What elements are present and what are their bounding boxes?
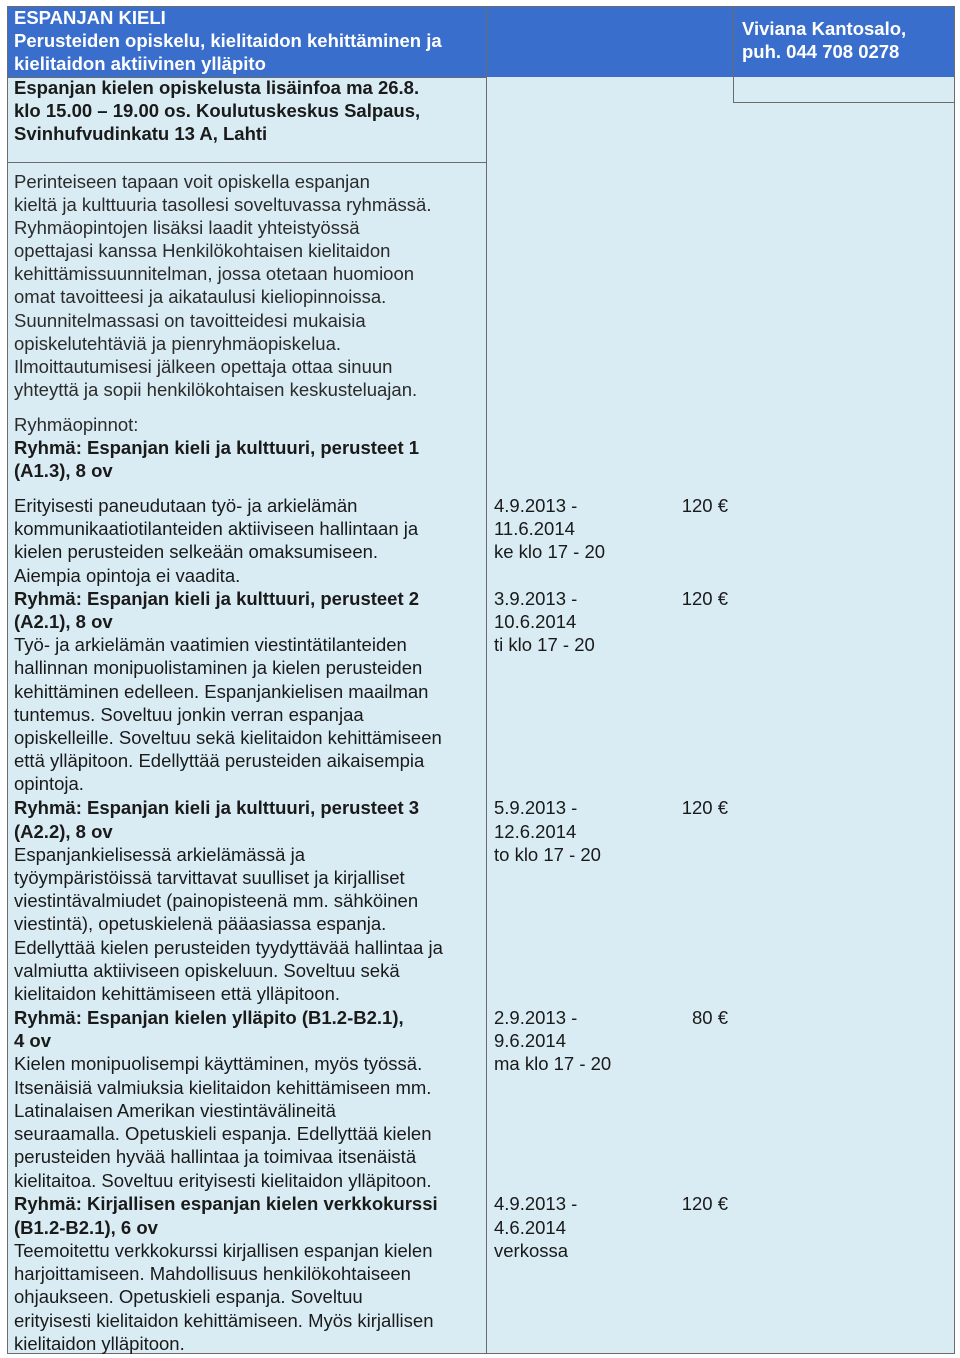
- group-label: Ryhmäopinnot:: [14, 414, 139, 435]
- header-subtitle: Perusteiden opiskelu, kielitaidon kehittäminen ja: [14, 30, 442, 51]
- course-dates: 11.6.2014: [494, 518, 575, 539]
- course-description: työympäristöissä tarvittavat suulliset ja kirjalliset: [14, 867, 405, 888]
- course-description: Erityisesti paneudutaan työ- ja arkielämän: [14, 495, 358, 516]
- course-price: 120 €: [681, 588, 728, 609]
- course-description: Edellyttää kielen perusteiden tyydyttävää hallintaa ja: [14, 937, 443, 958]
- course-description: Itsenäisiä valmiuksia kielitaidon kehittämiseen mm.: [14, 1077, 432, 1098]
- course-description: tuntemus. Soveltuu jonkin verran espanjaa: [14, 704, 364, 725]
- course-title: Ryhmä: Espanjan kieli ja kulttuuri, perusteet 3: [14, 797, 420, 818]
- course-schedule: ti klo 17 - 20: [494, 634, 595, 655]
- course-dates: 4.9.2013 -: [494, 1193, 578, 1214]
- course-title: Ryhmä: Espanjan kielen ylläpito (B1.2-B2.1),: [14, 1007, 404, 1028]
- intro-line: Ryhmäopintojen lisäksi laadit yhteistyössä: [14, 217, 360, 238]
- header-subtitle: kielitaidon aktiivinen ylläpito: [14, 53, 266, 74]
- course-description: opintoja.: [14, 773, 84, 794]
- course-description: kielitaitoa. Soveltuu erityisesti kielitaidon ylläpitoon.: [14, 1170, 432, 1191]
- course-title: (B1.2-B2.1), 6 ov: [14, 1217, 158, 1238]
- course-dates: 3.9.2013 -: [494, 588, 578, 609]
- course-description: viestintä), opetuskielenä pääasiassa espanja.: [14, 913, 387, 934]
- course-title: Ryhmä: Espanjan kieli ja kulttuuri, perusteet 2: [14, 588, 420, 609]
- course-dates: 12.6.2014: [494, 821, 577, 842]
- course-description: erityisesti kielitaidon kehittämiseen. Myös kirjallisen: [14, 1310, 434, 1331]
- row-divider: [8, 162, 486, 163]
- course-price: 80 €: [691, 1007, 728, 1028]
- course-description: Espanjankielisessä arkielämässä ja: [14, 844, 306, 865]
- course-description: valmiutta aktiiviseen opiskeluun. Soveltuu sekä: [14, 960, 400, 981]
- intro-line: kehittämissuunnitelman, jossa otetaan huomioon: [14, 263, 415, 284]
- intro-line: kieltä ja kulttuuria tasollesi soveltuvassa ryhmässä.: [14, 194, 432, 215]
- course-title: (A1.3), 8 ov: [14, 460, 113, 481]
- intro-line: yhteyttä ja sopii henkilökohtaisen keskusteluajan.: [14, 379, 418, 400]
- course-description: kommunikaatiotilanteiden aktiiviseen hallintaan ja: [14, 518, 419, 539]
- course-schedule: to klo 17 - 20: [494, 844, 601, 865]
- course-description: viestintävalmiudet (painopisteenä mm. sähköinen: [14, 890, 419, 911]
- info-line: Svinhufvudinkatu 13 A, Lahti: [14, 123, 268, 144]
- course-description: ohjaukseen. Opetuskieli espanja. Soveltuu: [14, 1286, 363, 1307]
- course-description: Työ- ja arkielämän vaatimien viestintätilanteiden: [14, 634, 407, 655]
- course-dates: 9.6.2014: [494, 1030, 567, 1051]
- course-description: opiskelleille. Soveltuu sekä kielitaidon kehittämiseen: [14, 727, 442, 748]
- intro-line: Perinteiseen tapaan voit opiskella espanjan: [14, 171, 370, 192]
- course-description: kielitaidon kehittämiseen että ylläpitoon.: [14, 983, 340, 1004]
- contact-name: Viviana Kantosalo,: [742, 18, 907, 39]
- intro-line: omat tavoitteesi ja aikataulusi kieliopinnoissa.: [14, 286, 387, 307]
- course-description: harjoittamiseen. Mahdollisuus henkilökohtaiseen: [14, 1263, 411, 1284]
- header-title: ESPANJAN KIELI: [14, 7, 166, 28]
- course-price: 120 €: [681, 495, 728, 516]
- course-price: 120 €: [681, 1193, 728, 1214]
- course-schedule: ke klo 17 - 20: [494, 541, 606, 562]
- info-line: Espanjan kielen opiskelusta lisäinfoa ma 26.8.: [14, 77, 420, 98]
- course-description: että ylläpitoon. Edellyttää perusteiden aikaisempia: [14, 750, 425, 771]
- course-dates: 4.9.2013 -: [494, 495, 578, 516]
- course-description: Kielen monipuolisempi käyttäminen, myös työssä.: [14, 1053, 423, 1074]
- header-band-middle: [487, 7, 733, 77]
- intro-line: Ilmoittautumisesi jälkeen opettaja ottaa sinuun: [14, 356, 393, 377]
- intro-line: opettajasi kanssa Henkilökohtaisen kielitaidon: [14, 240, 391, 261]
- course-description: seuraamalla. Opetuskieli espanja. Edellyttää kielen: [14, 1123, 432, 1144]
- course-schedule: verkossa: [494, 1240, 569, 1261]
- course-dates: 4.6.2014: [494, 1217, 567, 1238]
- course-price: 120 €: [681, 797, 728, 818]
- course-description: kehittäminen edelleen. Espanjankielisen maailman: [14, 681, 429, 702]
- contact-phone: puh. 044 708 0278: [742, 41, 900, 62]
- course-title: 4 ov: [14, 1030, 52, 1051]
- course-schedule: ma klo 17 - 20: [494, 1053, 612, 1074]
- course-description: perusteiden hyvää hallintaa ja toimivaa itsenäistä: [14, 1146, 417, 1167]
- course-description: hallinnan monipuolistaminen ja kielen perusteiden: [14, 657, 423, 678]
- intro-line: opiskelutehtäviä ja pienryhmäopiskelua.: [14, 333, 342, 354]
- course-description: Teemoitettu verkkokurssi kirjallisen espanjan kielen: [14, 1240, 433, 1261]
- column-divider: [733, 7, 734, 102]
- course-title: (A2.1), 8 ov: [14, 611, 113, 632]
- course-description: kielitaidon ylläpitoon.: [14, 1333, 185, 1354]
- course-description: Latinalaisen Amerikan viestintävälineitä: [14, 1100, 336, 1121]
- course-title: Ryhmä: Kirjallisen espanjan kielen verkkokurssi: [14, 1193, 438, 1214]
- course-title: (A2.2), 8 ov: [14, 821, 113, 842]
- course-dates: 5.9.2013 -: [494, 797, 578, 818]
- course-description: Aiempia opintoja ei vaadita.: [14, 565, 241, 586]
- info-line: klo 15.00 – 19.00 os. Koulutuskeskus Salpaus,: [14, 100, 421, 121]
- row-divider: [733, 102, 954, 103]
- course-dates: 2.9.2013 -: [494, 1007, 578, 1028]
- intro-line: Suunnitelmassasi on tavoitteidesi mukaisia: [14, 310, 366, 331]
- course-dates: 10.6.2014: [494, 611, 577, 632]
- course-description: kielen perusteiden selkeään omaksumiseen.: [14, 541, 379, 562]
- column-divider: [486, 7, 487, 1353]
- course-title: Ryhmä: Espanjan kieli ja kulttuuri, perusteet 1: [14, 437, 420, 458]
